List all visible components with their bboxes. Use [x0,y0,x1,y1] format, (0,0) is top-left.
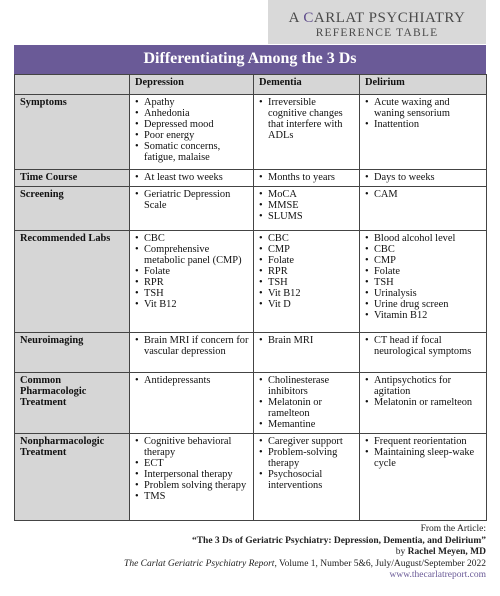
bullet-item: • Poor energy [135,130,249,141]
bullet-item: • Vit B12 [259,288,355,299]
bullet-list [259,335,355,346]
bullet-item: • Months to years [259,172,355,183]
bullet-item: • Brain MRI if concern for vascular depression [135,335,249,357]
bullet-item: • Apathy [135,97,249,108]
bullet-item: • CT head if focal neurological symptoms [365,335,482,357]
bullet-item: • Somatic concerns, fatigue, malaise [135,141,249,163]
bullet-item: • Days to weeks [365,172,482,183]
cell-depression [130,333,254,373]
bullet-item: • Urinalysis [365,288,482,299]
bullet-item: • Depressed mood [135,119,249,130]
row-label: Recommended Labs [15,231,130,333]
bullet-list [135,189,249,211]
table-row [15,333,487,373]
bullet-item: • Inattention [365,119,482,130]
footer-publication: The Carlat Geriatric Psychiatry Report [124,558,275,569]
footer-author: Rachel Meyen, MD [407,547,486,557]
bullet-list [135,335,249,357]
bullet-list [365,375,482,408]
bullet-item: • Acute waxing and waning sensorium [365,97,482,119]
bullet-list [259,97,355,141]
bullet-item: • At least two weeks [135,172,249,183]
comparison-table [14,74,487,521]
bullet-list [259,172,355,183]
table-row [15,434,487,521]
bullet-item: • Cognitive behavioral therapy [135,436,249,458]
bullet-item: • RPR [135,277,249,288]
bullet-item: • Vitamin B12 [365,310,482,321]
bullet-item: • Melatonin or ramelteon [365,397,482,408]
bullet-list [135,375,249,386]
header-delirium: Delirium [360,75,487,95]
bullet-item: • Frequent reorientation [365,436,482,447]
bullet-list [365,436,482,469]
bullet-item: • Cholinesterase inhibitors [259,375,355,397]
brand-logo [268,0,486,44]
bullet-list [365,172,482,183]
bullet-item: • Urine drug screen [365,299,482,310]
bullet-item: • Problem-solving therapy [259,447,355,469]
footer-article-title: “The 3 Ds of Geriatric Psychiatry: Depression, Dementia, and Delirium” [191,535,486,546]
footer-byline: by Rachel Meyen, MD [395,547,486,557]
row-label: Screening [15,187,130,231]
table-row [15,231,487,333]
bullet-item: • Problem solving therapy [135,480,249,491]
row-label: Neuroimaging [15,333,130,373]
bullet-item: • Antipsychotics for agitation [365,375,482,397]
cell-dementia [254,373,360,434]
cell-depression [130,170,254,187]
table-header-row [15,75,487,95]
bullet-item: • Brain MRI [259,335,355,346]
cell-depression [130,434,254,521]
bullet-item: • Anhedonia [135,108,249,119]
cell-dementia [254,333,360,373]
bullet-item: • MoCA [259,189,355,200]
bullet-item: • Interpersonal therapy [135,469,249,480]
brand-line-1: A CARLAT PSYCHIATRY [288,10,466,26]
bullet-item: • CBC [135,233,249,244]
cell-dementia [254,434,360,521]
bullet-list [135,172,249,183]
bullet-list [365,335,482,357]
bullet-item: • Vit B12 [135,299,249,310]
cell-delirium [360,333,487,373]
cell-dementia [254,231,360,333]
bullet-item: • Folate [259,255,355,266]
bullet-item: • CBC [259,233,355,244]
cell-delirium [360,95,487,170]
bullet-item: • CAM [365,189,482,200]
bullet-item: • MMSE [259,200,355,211]
bullet-item: • Blood alcohol level [365,233,482,244]
bullet-item: • CBC [365,244,482,255]
row-label: Nonpharmacologic Treatment [15,434,130,521]
bullet-item: • Melatonin or ramelteon [259,397,355,419]
bullet-item: • TSH [259,277,355,288]
bullet-item: • Antidepressants [135,375,249,386]
bullet-item: • Comprehensive metabolic panel (CMP) [135,244,249,266]
bullet-item: • Maintaining sleep-wake cycle [365,447,482,469]
row-label: Symptoms [15,95,130,170]
row-label: Common Pharmacologic Treatment [15,373,130,434]
bullet-list [365,97,482,130]
table-row [15,187,487,231]
bullet-item: • Folate [135,266,249,277]
bullet-item: • CMP [259,244,355,255]
bullet-item: • RPR [259,266,355,277]
bullet-item: • TSH [135,288,249,299]
cell-delirium [360,187,487,231]
bullet-item: • Caregiver support [259,436,355,447]
row-label: Time Course [15,170,130,187]
bullet-item: • TMS [135,491,249,502]
table-row [15,170,487,187]
bullet-item: • CMP [365,255,482,266]
bullet-list [135,233,249,310]
brand-line-2: REFERENCE TABLE [315,27,439,39]
header-blank [15,75,130,95]
bullet-item: • Geriatric Depression Scale [135,189,249,211]
bullet-list [135,436,249,502]
cell-delirium [360,231,487,333]
header-dementia: Dementia [254,75,360,95]
cell-dementia [254,170,360,187]
bullet-item: • Folate [365,266,482,277]
cell-depression [130,231,254,333]
bullet-list [259,436,355,491]
cell-delirium [360,434,487,521]
page-title: Differentiating Among the 3 Ds [143,50,357,67]
footer-url[interactable]: www.thecarlatreport.com [389,570,486,580]
table-row [15,95,487,170]
bullet-list [365,233,482,321]
citation-footer [124,524,486,582]
cell-depression [130,187,254,231]
cell-dementia [254,95,360,170]
cell-depression [130,373,254,434]
bullet-item: • Psychosocial interventions [259,469,355,491]
footer-from: From the Article: [420,524,486,534]
title-banner [14,45,486,74]
bullet-item: • ECT [135,458,249,469]
header-depression: Depression [130,75,254,95]
bullet-item: • Memantine [259,419,355,430]
bullet-item: • SLUMS [259,211,355,222]
cell-delirium [360,373,487,434]
table-row [15,373,487,434]
footer-citation: The Carlat Geriatric Psychiatry Report, Volume 1, Number 5&6, July/August/September 2022 [124,558,486,569]
bullet-item: • Vit D [259,299,355,310]
cell-dementia [254,187,360,231]
bullet-item: • Irreversible cognitive changes that interfere with ADLs [259,97,355,141]
cell-depression [130,95,254,170]
cell-delirium [360,170,487,187]
bullet-list [135,97,249,163]
bullet-item: • TSH [365,277,482,288]
bullet-list [259,375,355,430]
bullet-list [365,189,482,200]
bullet-list [259,189,355,222]
bullet-list [259,233,355,310]
